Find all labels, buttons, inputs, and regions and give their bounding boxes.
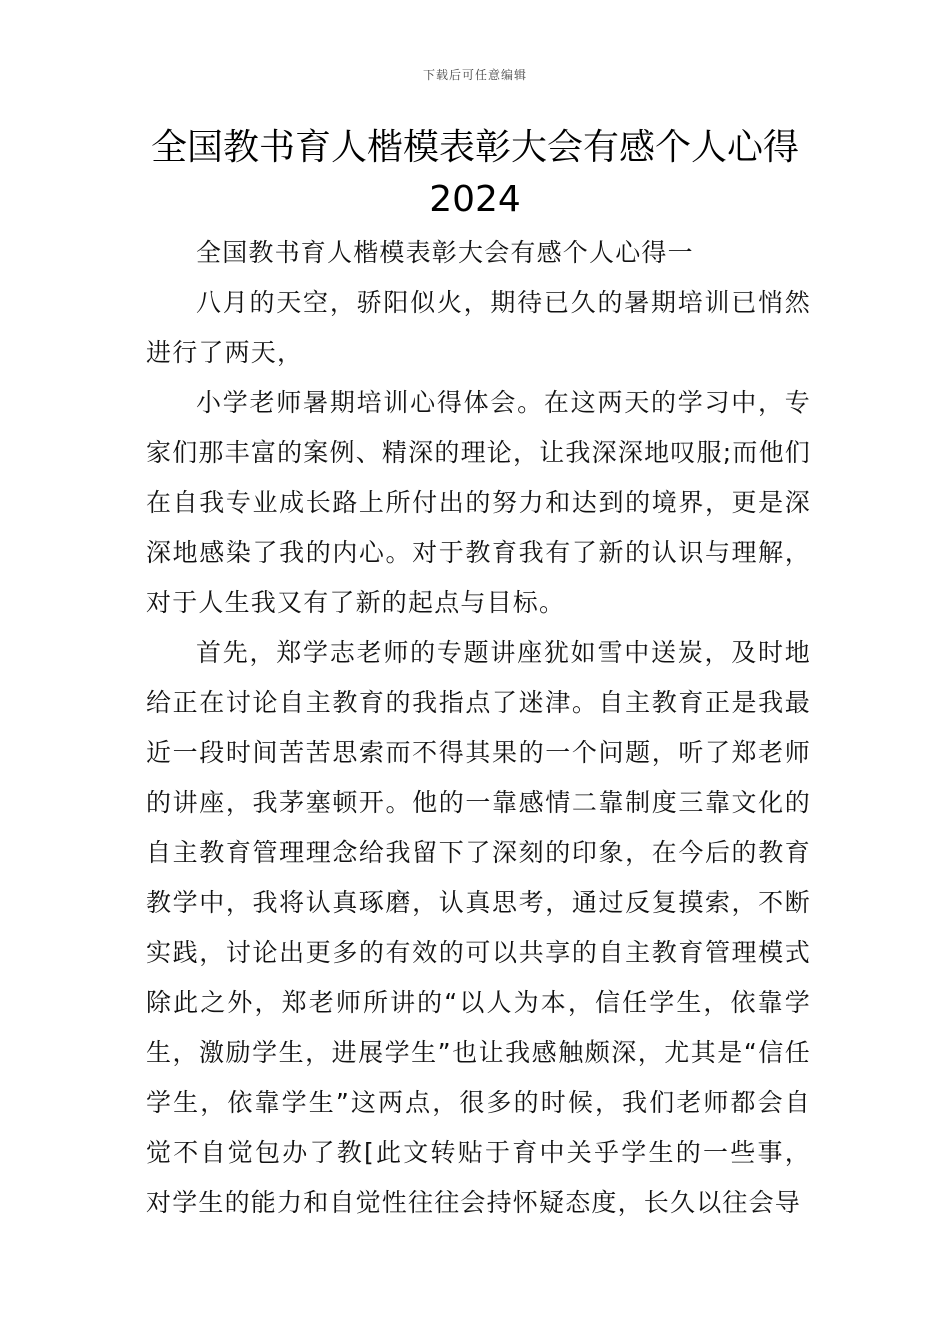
- document-body: [146, 228, 811, 1228]
- paragraph-3: 首先，郑学志老师的专题讲座犹如雪中送炭，及时地给正在讨论自主教育的我指点了迷津。自主教育正是我最近一段时间苦苦思索而不得其果的一个问题，听了郑老师的讲座，我茅塞顿开。他的一靠感情二靠制度三靠文化的自主教育管理理念给我留下了深刻的印象，在今后的教育教学中，我将认真琢磨，认真思考，通过反复摸索，不断实践，讨论出更多的有效的可以共享的自主教育管理模式除此之外，郑老师所讲的“以人为本，信任学生，依靠学生，激励学生，进展学生”也让我感触颇深，尤其是“信任学生，依靠学生”这两点，很多的时候，我们老师都会自觉不自觉包办了教[此文转贴于育中关乎学生的一些事，对学生的能力和自觉性往往会持怀疑态度，长久以往会导: [146, 638, 811, 1217]
- paragraph-1: 八月的天空，骄阳似火，期待已久的暑期培训已悄然进行了两天，: [146, 288, 811, 367]
- document-title: [110, 122, 840, 226]
- paragraph-subtitle: 全国教书育人楷模表彰大会有感个人心得一: [196, 238, 694, 267]
- paragraph-2: 小学老师暑期培训心得体会。在这两天的学习中，专家们那丰富的案例、精深的理论，让我深深地叹服;而他们在自我专业成长路上所付出的努力和达到的境界，更是深深地感染了我的内心。对于教育我有了新的认识与理解，对于人生我又有了新的起点与目标。: [146, 388, 811, 617]
- page-header-note: 下载后可任意编辑: [422, 68, 527, 82]
- title-line-2: 2024: [429, 179, 521, 220]
- title-line-1: 全国教书育人楷模表彰大会有感个人心得: [150, 127, 799, 168]
